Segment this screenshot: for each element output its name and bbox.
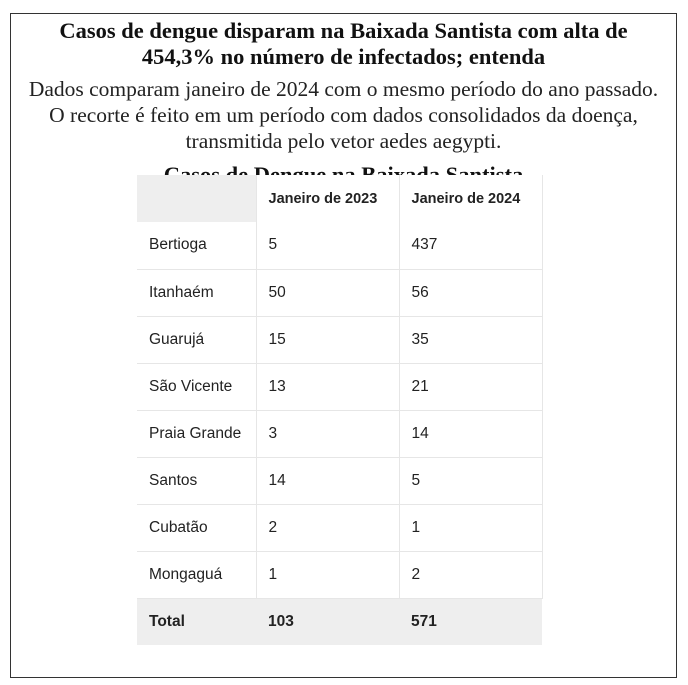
cell-jan-2024: 2 [399, 551, 542, 598]
cell-jan-2023: 14 [256, 457, 399, 504]
cell-jan-2023: 15 [256, 316, 399, 363]
cell-jan-2023: 13 [256, 363, 399, 410]
cell-jan-2024: 5 [399, 457, 542, 504]
table-row [137, 410, 542, 457]
cell-jan-2023: 3 [256, 410, 399, 457]
table-header-row [137, 175, 542, 222]
cell-jan-2023: 2 [256, 504, 399, 551]
table-row [137, 269, 542, 316]
cell-municipality: Cubatão [137, 504, 256, 551]
cell-municipality: Bertioga [137, 222, 256, 269]
cell-jan-2023: 50 [256, 269, 399, 316]
cell-jan-2023: 5 [256, 222, 399, 269]
cell-jan-2024: 1 [399, 504, 542, 551]
table-row [137, 316, 542, 363]
cell-municipality: Praia Grande [137, 410, 256, 457]
cell-municipality: Mongaguá [137, 551, 256, 598]
table-row [137, 363, 542, 410]
cell-jan-2024: 35 [399, 316, 542, 363]
table-row [137, 222, 542, 269]
cell-jan-2023: 1 [256, 551, 399, 598]
total-label: Total [137, 598, 256, 645]
cell-municipality: São Vicente [137, 363, 256, 410]
dengue-cases-table [137, 175, 543, 645]
header-cell-municipality [137, 175, 256, 222]
table-row [137, 504, 542, 551]
cell-municipality: Santos [137, 457, 256, 504]
cell-jan-2024: 14 [399, 410, 542, 457]
cell-jan-2024: 437 [399, 222, 542, 269]
subtitle: Dados comparam janeiro de 2024 com o mesmo período do ano passado. O recorte é feito em um período com dados consolidados da doença, transmitida pelo vetor aedes aegypti. [28, 77, 659, 153]
headline: Casos de dengue disparam na Baixada Santista com alta de 454,3% no número de infectados; entenda [59, 18, 628, 69]
cell-jan-2024: 56 [399, 269, 542, 316]
table-row [137, 457, 542, 504]
cell-municipality: Itanhaém [137, 269, 256, 316]
cell-jan-2024: 21 [399, 363, 542, 410]
header-cell-jan-2023: Janeiro de 2023 [256, 175, 399, 222]
total-jan-2024: 571 [399, 598, 542, 645]
table-row [137, 551, 542, 598]
total-jan-2023: 103 [256, 598, 399, 645]
table-total-row [137, 598, 542, 645]
cell-municipality: Guarujá [137, 316, 256, 363]
header-cell-jan-2024: Janeiro de 2024 [399, 175, 542, 222]
